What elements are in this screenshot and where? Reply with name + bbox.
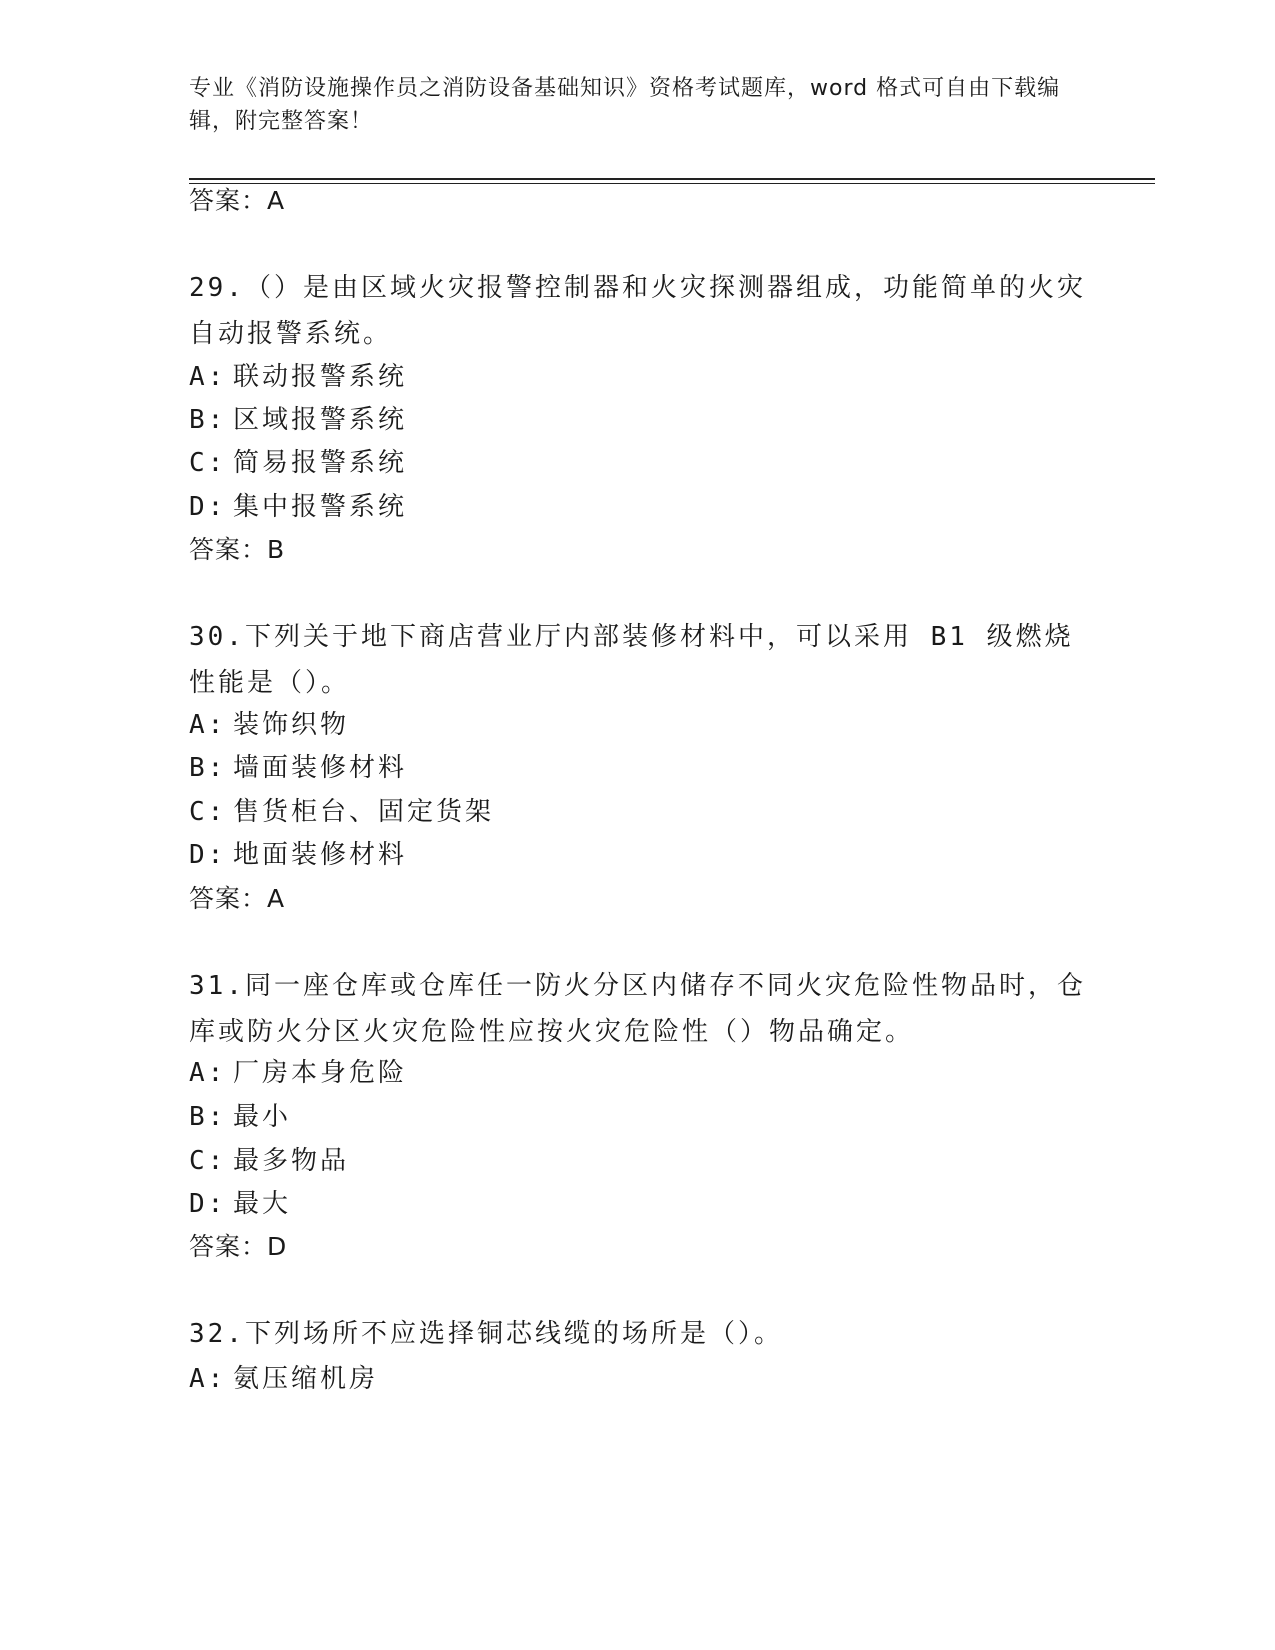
- option-key: A:: [189, 362, 227, 392]
- option-key: B:: [189, 405, 227, 435]
- option-a: [189, 360, 407, 394]
- question-stem-32: 32.下列场所不应选择铜芯线缆的场所是（）。: [189, 1319, 783, 1349]
- option-key: D:: [189, 1189, 227, 1219]
- option-c: [189, 1144, 349, 1178]
- answer-label: 答案：A: [189, 884, 286, 913]
- option-key: A:: [189, 1364, 227, 1394]
- option-text: 装饰织物: [233, 710, 350, 740]
- header-divider-thin: [189, 183, 1155, 184]
- question-stem-29: 29.（）是由区域火灾报警控制器和火灾探测器组成，功能简单的火灾自动报警系统。: [189, 273, 1086, 349]
- option-key: D:: [189, 492, 227, 522]
- header-divider-thick: [189, 178, 1155, 180]
- option-key: A:: [189, 710, 227, 740]
- option-key: B:: [189, 753, 227, 783]
- option-key: C:: [189, 1146, 227, 1176]
- option-text: 最多物品: [233, 1146, 350, 1176]
- option-d: [189, 1187, 291, 1221]
- question-stem-31: 31.同一座仓库或仓库任一防火分区内储存不同火灾危险性物品时，仓库或防火分区火灾危险性应按火灾危险性（）物品确定。: [189, 971, 1086, 1047]
- option-b: [189, 1100, 291, 1134]
- option-b: [189, 403, 407, 437]
- option-text: 联动报警系统: [233, 362, 408, 392]
- option-key: D:: [189, 840, 227, 870]
- question-stem-30: 30.下列关于地下商店营业厅内部装修材料中，可以采用 B1 级燃烧性能是（）。: [189, 622, 1074, 698]
- option-text: 最小: [233, 1102, 292, 1132]
- option-text: 氨压缩机房: [233, 1364, 379, 1394]
- option-text: 集中报警系统: [233, 492, 408, 522]
- option-key: B:: [189, 1102, 227, 1132]
- option-key: C:: [189, 797, 227, 827]
- option-a: [189, 708, 349, 742]
- option-text: 区域报警系统: [233, 405, 408, 435]
- option-text: 墙面装修材料: [233, 753, 408, 783]
- option-c: [189, 795, 494, 829]
- option-c: [189, 446, 407, 480]
- option-text: 最大: [233, 1189, 292, 1219]
- option-key: A:: [189, 1058, 227, 1088]
- option-text: 厂房本身危险: [233, 1058, 408, 1088]
- option-a: [189, 1362, 378, 1396]
- option-b: [189, 751, 407, 785]
- option-key: C:: [189, 448, 227, 478]
- option-text: 简易报警系统: [233, 448, 408, 478]
- option-d: [189, 838, 407, 872]
- option-text: 地面装修材料: [233, 840, 408, 870]
- option-d: [189, 490, 407, 524]
- answer-label: 答案：A: [189, 186, 286, 215]
- document-header: 专业《消防设施操作员之消防设备基础知识》资格考试题库，word 格式可自由下载编辑，附完整答案！: [189, 76, 1061, 134]
- option-text: 售货柜台、固定货架: [233, 797, 495, 827]
- answer-label: 答案：D: [189, 1232, 288, 1261]
- answer-label: 答案：B: [189, 535, 286, 564]
- option-a: [189, 1056, 407, 1090]
